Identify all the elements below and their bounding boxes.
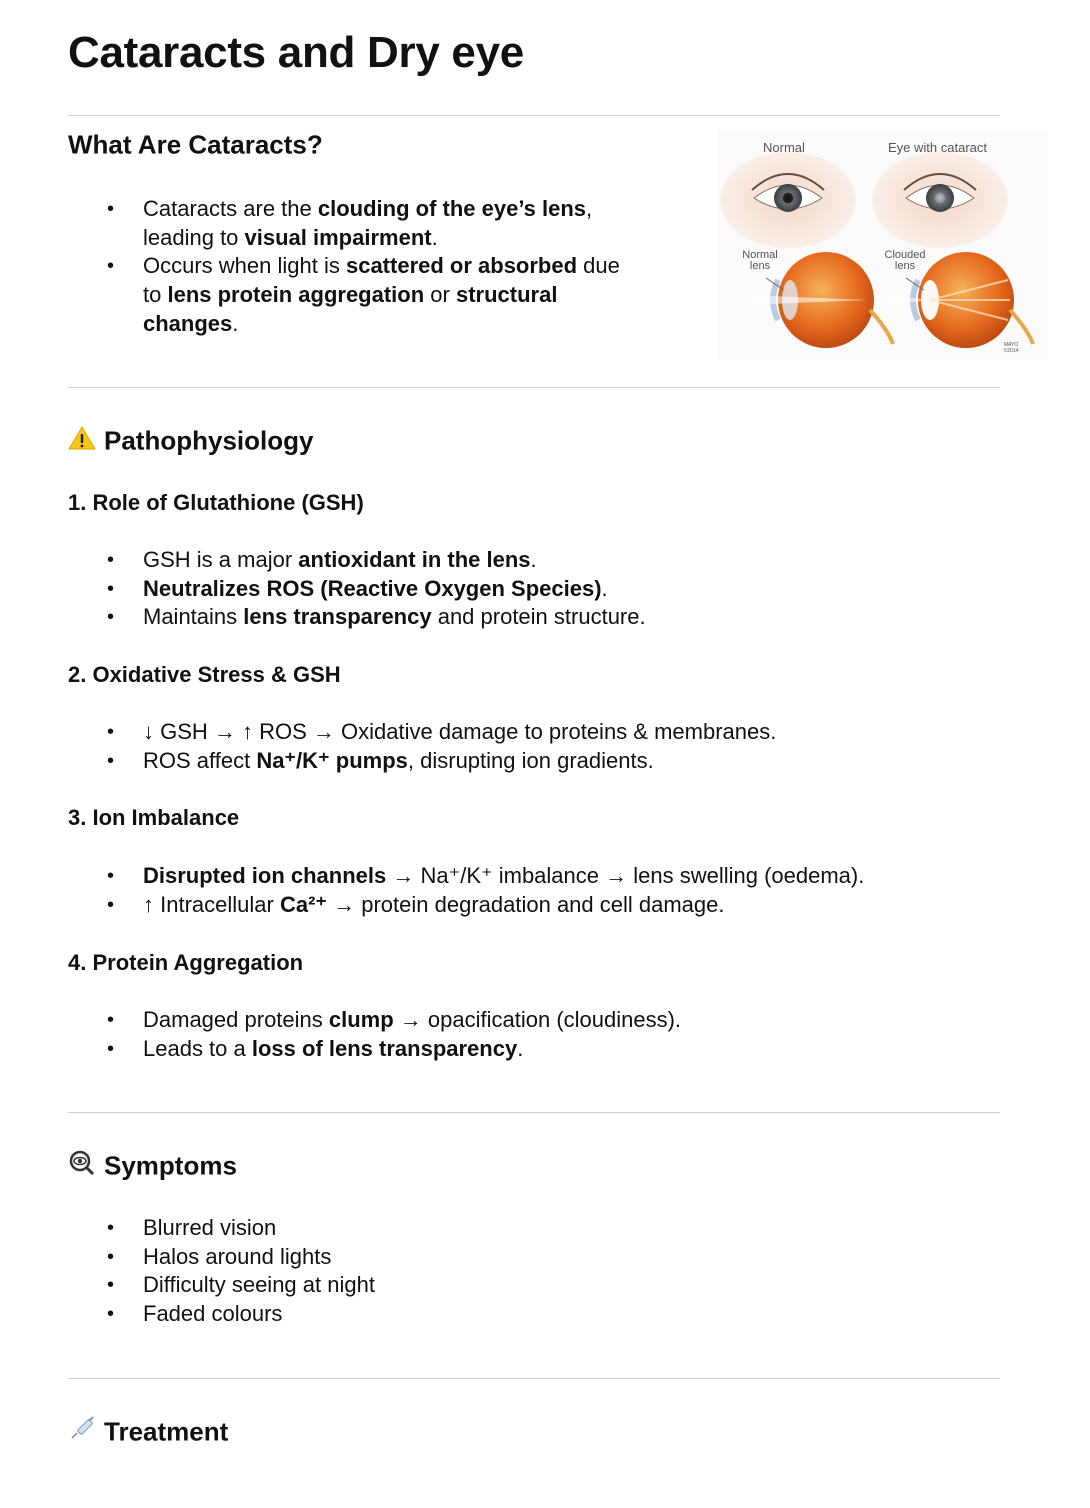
text: GSH is a major <box>143 547 299 572</box>
list-item <box>68 747 776 776</box>
bold-text: lens protein aggregation <box>167 282 425 308</box>
text: Maintains <box>143 604 244 630</box>
protein-aggregation-list <box>68 1006 681 1063</box>
list-item: • Difficulty seeing at night <box>68 1271 375 1300</box>
list-item <box>68 546 646 575</box>
subsection-heading-protein-aggregation: 4. Protein Aggregation <box>68 950 304 975</box>
list-item <box>68 575 646 604</box>
bold-text: structural <box>455 282 558 308</box>
figure-label-clouded-lens: Clouded lens <box>884 249 926 272</box>
text: Leads to a <box>143 1035 252 1061</box>
warning-icon <box>68 425 96 458</box>
text: , disrupting ion gradients. <box>407 747 654 773</box>
page-title: Cataracts and Dry eye <box>68 28 524 77</box>
list-item <box>68 891 864 920</box>
glutathione-list <box>68 546 646 632</box>
divider <box>68 1378 1000 1379</box>
text: or <box>424 282 456 308</box>
bold-text: Neutralizes ROS (Reactive Oxygen Species) <box>143 575 602 601</box>
figure-credit: MAYO ©2014 <box>1003 342 1019 354</box>
subsection-heading-glutathione: 1. Role of Glutathione (GSH) <box>68 490 364 515</box>
list-item <box>68 252 708 338</box>
syringe-icon <box>68 1416 96 1449</box>
bold-text: Ca²⁺ <box>279 891 328 917</box>
text: Cataracts are the <box>143 196 318 221</box>
text: leading to <box>143 224 245 250</box>
text: Damaged proteins <box>143 1007 329 1032</box>
text: . <box>517 1035 524 1061</box>
bold-text: clouding of the eye’s lens <box>317 196 586 221</box>
bold-text: Disrupted ion channels <box>143 863 387 888</box>
bold-text: visual impairment <box>244 224 432 250</box>
text: . <box>431 224 438 250</box>
text: ↓ GSH → ↑ ROS → Oxidative damage to proteins & membranes. <box>143 719 777 744</box>
divider <box>68 1112 1000 1113</box>
list-item <box>68 195 708 252</box>
list-item <box>68 603 646 632</box>
bold-text: lens transparency <box>243 604 432 630</box>
symptoms-list <box>68 1214 375 1329</box>
figure-label-normal-lens: Normal lens <box>742 249 778 272</box>
divider <box>68 387 1000 388</box>
list-item: • Blurred vision <box>68 1214 375 1243</box>
what-are-list <box>68 195 708 339</box>
text: due <box>577 253 620 279</box>
text: and protein structure. <box>431 604 646 630</box>
text: → protein degradation and cell damage. <box>327 891 725 917</box>
bold-text: Na⁺/K⁺ pumps <box>256 747 408 773</box>
divider <box>68 115 1000 116</box>
list-item: • Halos around lights <box>68 1243 375 1272</box>
oxidative-stress-list <box>68 718 776 775</box>
text: ROS affect <box>143 747 257 773</box>
section-heading-treatment: Treatment <box>68 1415 228 1449</box>
bold-text: loss of lens transparency <box>251 1035 518 1061</box>
text: . <box>601 575 608 601</box>
eye-illustration <box>718 130 1048 360</box>
text: Occurs when light is <box>143 253 346 279</box>
bold-text: changes <box>143 310 233 336</box>
text: , <box>586 196 593 221</box>
text: to <box>143 282 168 308</box>
bold-text: antioxidant in the lens <box>298 547 531 572</box>
figure-label-normal: Normal <box>763 140 805 155</box>
text: . <box>232 310 239 336</box>
cataract-figure <box>718 130 1048 360</box>
text: . <box>530 547 537 572</box>
list-item <box>68 862 864 891</box>
figure-label-eye-with-cataract: Eye with cataract <box>888 140 987 155</box>
section-heading-symptoms: Symptoms <box>68 1149 237 1183</box>
bold-text: scattered or absorbed <box>345 253 578 279</box>
text: ↑ Intracellular <box>143 891 280 917</box>
list-item <box>68 1035 681 1064</box>
eye-magnifier-icon <box>68 1150 96 1183</box>
text: → Na⁺/K⁺ imbalance → lens swelling (oedema). <box>386 863 865 888</box>
section-heading-pathophysiology: Pathophysiology <box>68 424 313 458</box>
ion-imbalance-list <box>68 862 864 919</box>
list-item: • Faded colours <box>68 1300 375 1329</box>
section-heading-what-are-cataracts: What Are Cataracts? <box>68 129 323 160</box>
bold-text: clump <box>328 1007 394 1032</box>
subsection-heading-oxidative-stress: 2. Oxidative Stress & GSH <box>68 662 341 687</box>
text: → opacification (cloudiness). <box>393 1007 682 1032</box>
list-item <box>68 718 776 747</box>
subsection-heading-ion-imbalance: 3. Ion Imbalance <box>68 805 240 830</box>
list-item <box>68 1006 681 1035</box>
